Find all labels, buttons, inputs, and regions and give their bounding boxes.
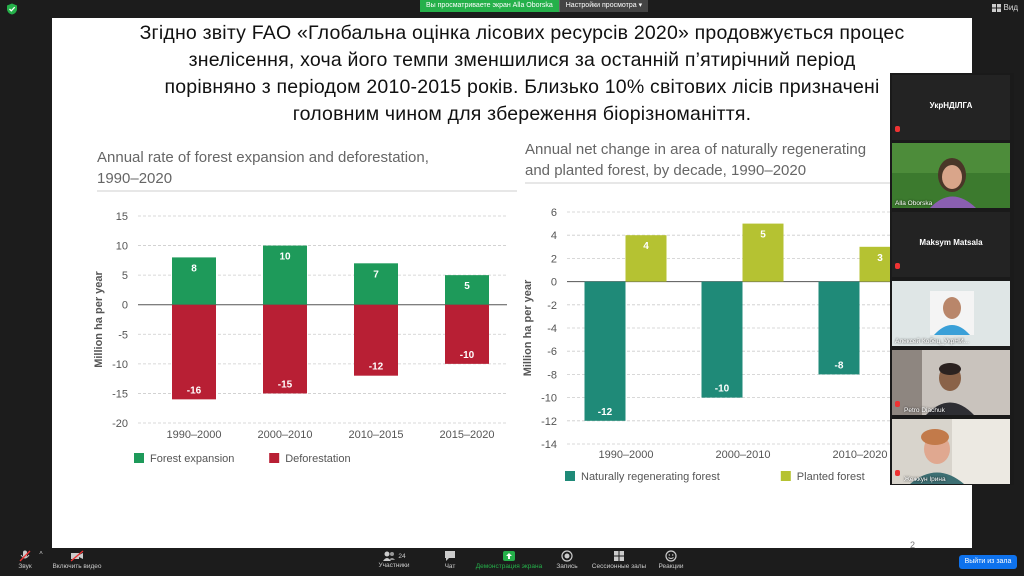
share-screen-button[interactable] [474,550,544,570]
participant-tile[interactable] [892,350,1010,415]
chart-title: and planted forest, by decade, 1990–2020 [525,162,807,179]
y-axis-label: Million ha per year [93,271,105,368]
participants-video-panel [890,73,1014,485]
participant-name: УкрНДІЛГА [929,101,973,110]
reactions-button[interactable] [656,550,686,570]
start-video-button[interactable] [48,550,106,570]
bar-value-label: -15 [277,379,293,391]
leave-meeting-button[interactable]: Выйти из зала [959,555,1017,569]
view-button[interactable] [992,3,1018,12]
mic-muted-icon [895,126,900,132]
x-tick-label: 2000–2010 [715,449,771,461]
security-shield-icon[interactable] [6,3,18,15]
bar-value-label: -10 [459,349,475,361]
bar-value-label: -10 [714,383,730,395]
grid-view-icon [992,4,1001,12]
meeting-toolbar [0,548,1024,576]
legend-swatch [565,471,575,481]
video-camera-off-icon [70,550,84,562]
participant-video-placeholder [892,419,1010,484]
viewing-screen-label: Вы просматриваете экран Alla Oborska [420,0,559,12]
participants-icon [382,550,396,562]
x-tick-label: 1990–2000 [166,429,222,441]
bar-value-label: 5 [464,281,470,293]
bar [702,282,743,398]
y-tick-label: -14 [541,439,557,451]
chart-2-svg [52,18,972,488]
bar-value-label: -12 [597,406,613,418]
legend-label: Planted forest [796,471,865,483]
record-label: Запись [556,563,578,570]
participants-label: Участники [378,562,410,569]
y-tick-label: -20 [112,418,128,430]
participant-tile[interactable] [892,75,1010,140]
shared-slide [52,18,972,548]
participant-tile[interactable] [892,212,1010,277]
record-button[interactable] [554,550,580,570]
mic-muted-icon [895,401,900,407]
y-tick-label: 2 [550,253,557,266]
reactions-label: Реакции [658,563,684,570]
y-tick-label: 6 [550,207,557,219]
bar-value-label: 8 [191,263,197,275]
legend-label: Naturally regenerating forest [581,471,720,483]
chat-bubble-icon [443,550,457,562]
share-screen-label: Демонстрация экрана [475,563,543,570]
bar-value-label: 10 [279,251,291,263]
bar-value-label: 5 [760,229,766,241]
participant-video-placeholder [892,350,1010,415]
bar-value-label: 7 [373,269,379,281]
y-tick-label: 10 [115,240,128,253]
slide-page-number: 2 [910,540,916,548]
participant-video-placeholder [892,281,1010,346]
x-tick-label: 1990–2000 [598,449,654,461]
y-tick-label: 15 [115,211,128,223]
y-tick-label: -12 [541,415,557,428]
bar [585,282,626,421]
participant-name: Жежкун Ірина [904,476,946,483]
participants-button[interactable] [374,550,414,569]
y-tick-label: -10 [112,358,128,371]
y-tick-label: -5 [118,329,128,342]
legend-swatch [781,471,791,481]
chart-title: Annual net change in area of naturally regenerating [525,141,867,158]
view-options-label: Настройки просмотра [565,2,637,9]
bar-value-label: 4 [643,241,649,253]
audio-button[interactable] [14,550,36,570]
record-icon [560,550,574,562]
microphone-icon [18,550,32,562]
audio-label: Звук [18,563,32,570]
x-tick-label: 2015–2020 [439,429,495,441]
participant-tile[interactable] [892,143,1010,208]
start-video-label: Включить видео [52,563,102,570]
participant-name: Maksym Matsala [919,238,983,247]
view-options-dropdown[interactable] [559,0,648,12]
headline-line: головним чином для збереження біорізноманіття. [292,103,752,125]
participant-name: Alla Oborska [895,200,933,207]
view-label: Вид [1003,3,1018,12]
participant-tile[interactable] [892,419,1010,484]
x-tick-label: 2010–2015 [348,429,404,441]
participants-count: 24 [398,552,406,560]
y-tick-label: -6 [547,346,557,359]
x-tick-label: 2000–2010 [257,429,313,441]
bar-value-label: -8 [834,360,844,372]
audio-options-caret[interactable] [37,550,45,557]
y-tick-label: 4 [550,230,557,243]
chat-label: Чат [444,563,456,570]
y-tick-label: 5 [121,270,128,283]
share-screen-icon [502,550,516,562]
bar-value-label: -16 [186,385,202,397]
breakout-rooms-icon [612,550,626,562]
breakout-rooms-label: Сессионные залы [591,563,647,570]
bar-value-label: 3 [877,252,883,264]
legend-label: Deforestation [285,453,351,465]
chart-title: Annual rate of forest expansion and deforestation, [97,149,429,166]
mic-muted-icon [895,263,900,269]
y-tick-label: -4 [547,323,557,335]
screen-share-banner [420,0,648,12]
y-tick-label: -15 [112,388,128,401]
headline-line: порівняно з періодом 2010-2015 років. Близько 10% світових лісів призначені [164,76,880,98]
participant-video-placeholder [892,143,1010,208]
y-tick-label: 0 [121,299,128,312]
participant-tile[interactable] [892,281,1010,346]
bar-value-label: -12 [368,361,384,373]
y-axis-label: Million ha per year [522,279,534,377]
chat-button[interactable] [438,550,462,570]
smiley-plus-icon [664,550,678,562]
participant-name: Алексей Кобец_УкрНИ... [895,338,970,345]
chart-title: 1990–2020 [97,170,173,187]
top-bar [0,0,1024,18]
y-tick-label: 0 [550,276,557,289]
y-tick-label: -2 [547,299,557,312]
y-tick-label: -10 [541,392,557,405]
x-tick-label: 2010–2020 [832,449,888,461]
y-tick-label: -8 [547,369,557,382]
mic-muted-icon [895,470,900,476]
net-change-forest-chart [52,18,972,493]
participant-name: Petro Diachuk [904,407,945,414]
breakout-rooms-button[interactable] [590,550,648,570]
headline-line: Згідно звіту FAO «Глобальна оцінка лісових ресурсів 2020» продовжується процес [139,22,905,44]
legend-label: Forest expansion [150,453,235,465]
chevron-up-icon: ˄ [39,550,43,557]
chevron-down-icon: ▾ [638,2,643,9]
headline-line: знелісення, хоча його темпи зменшилися за останній п’ятирічний період [188,49,856,71]
